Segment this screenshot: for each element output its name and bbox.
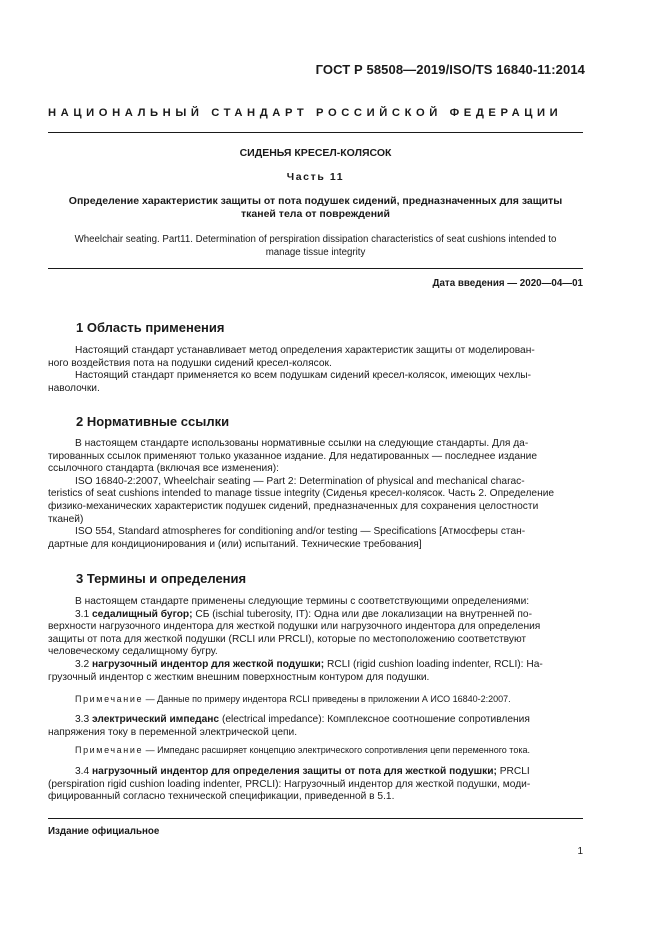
english-title: Wheelchair seating. Part11. Determination of perspiration dissipation characteristics of seat cushions intended to manage tissue integrity: [74, 234, 557, 258]
term-3-4-name: нагрузочный индентор для определения защиты от пота для жесткой подушки;: [92, 766, 497, 777]
reference-iso-16840-2: ISO 16840-2:2007, Wheelchair seating — Part 2: Determination of physical and mechanical charac-: [75, 475, 525, 487]
term-3-3-name: электрический импеданс: [92, 714, 220, 725]
title-divider: [48, 268, 583, 269]
section-3-terms-b: 3.3 электрический импеданс (electrical impedance): Комплексное соотношение сопротивления напряжения току в переменной электрической цепи.: [48, 714, 583, 739]
intro-date: Дата введения — 2020—04—01: [432, 278, 583, 289]
standard-title: СИДЕНЬЯ КРЕСЕЛ-КОЛЯСОК: [239, 147, 392, 159]
term-3-2-name: нагрузочный индентор для жесткой подушки;: [92, 658, 325, 670]
term-3-3: 3.3 электрический импеданс (electrical impedance): Комплексное соотношение сопротивления: [75, 714, 530, 725]
header-divider: [48, 132, 583, 133]
section-1-body: Настоящий стандарт устанавливает метод определения характеристик защиты от моделирован- ного воздействия пота на подушки сидений кресел-колясок. Настоящий стандарт применяется ко всем подушкам сидений кресел-колясок, имеющих чехлы- наволочки.: [48, 345, 535, 394]
section-3-heading: 3 Термины и определения: [76, 571, 247, 586]
section-2-heading: 2 Нормативные ссылки: [76, 414, 230, 429]
section-3-terms-c: 3.4 нагрузочный индентор для определения защиты от пота для жесткой подушки; PRCLI (perspiration rigid cushion loading indenter, PRCLI): Нагрузочный индентор для жесткой подушки, моди- фицированный согласно технической спецификации, приведенной в 5.1.: [48, 766, 583, 804]
term-3-4: 3.4 нагрузочный индентор для определения защиты от пота для жесткой подушки; PRCLI: [75, 766, 530, 777]
term-3-1: 3.1 седалищный бугор; СБ (ischial tuberosity, IT): Одна или две локализации на внутренней по-: [75, 608, 532, 620]
term-3-1-name: седалищный бугор;: [92, 608, 193, 620]
footer-divider: [48, 818, 583, 819]
section-3-terms-a: В настоящем стандарте применены следующие термины с соответствующими определениями: 3.1 седалищный бугор; СБ (ischial tuberosity, IT): Одна или две локализации на внутренней по- верхности нагрузочного индентора для жесткой подушки или нагрузочного индентора для определения защиты от пота для жесткой подушки (RCLI или PRCLI), которые по местоположению соответствуют человеческому седалищному бугру. 3.2 нагрузочный индентор для жесткой подушки; RCLI (rigid cushion loading indenter, RCLI): На- грузочный индентор с жестким внешним поверхностным контуром для подушки.: [48, 596, 583, 684]
national-standard-banner: НАЦИОНАЛЬНЫЙ СТАНДАРТ РОССИЙСКОЙ ФЕДЕРАЦИИ: [48, 107, 563, 119]
note-2: Примечание — Импеданс расширяет концепцию электрического сопротивления цепи переменного тока.: [75, 745, 530, 755]
official-edition-label: Издание официальное: [48, 826, 160, 837]
part-number: Часть 11: [286, 171, 345, 183]
section-1-heading: 1 Область применения: [76, 320, 225, 335]
section-2-body: В настоящем стандарте использованы нормативные ссылки на следующие стандарты. Для да- тированных ссылок применяют только указанное издание. Для недатированных — последнее издание ссылочного стандарта (включая все изменения): ISO 16840-2:2007, Wheelchair seating — Part 2: Determination of physical and mechanical charac- teristics of seat cushions intended to manage tissue integrity (Сиденья кресел-колясок. Часть 2. Определение физико-механических характеристик подушек сидений, предназначенных для сохранения целостности тканей) ISO 554, Standard atmospheres for conditioning and/or testing — Specifications [Атмосферы стан- дартные для кондиционирования и (или) испытаний. Технические требования]: [48, 438, 583, 551]
standard-subtitle: Определение характеристик защиты от пота подушек сидений, предназначенных для защиты тканей тела от повреждений: [68, 195, 563, 220]
term-3-2: 3.2 нагрузочный индентор для жесткой подушки; RCLI (rigid cushion loading indenter, RCLI): На-: [75, 658, 543, 670]
document-code: ГОСТ Р 58508—2019/ISO/TS 16840-11:2014: [315, 62, 585, 77]
reference-iso-554: ISO 554, Standard atmospheres for conditioning and/or testing — Specifications [Атмосферы стан-: [75, 526, 526, 538]
page-number: 1: [577, 846, 583, 857]
note-1: Примечание — Данные по примеру индентора RCLI приведены в приложении А ИСО 16840-2:2007.: [75, 694, 511, 704]
